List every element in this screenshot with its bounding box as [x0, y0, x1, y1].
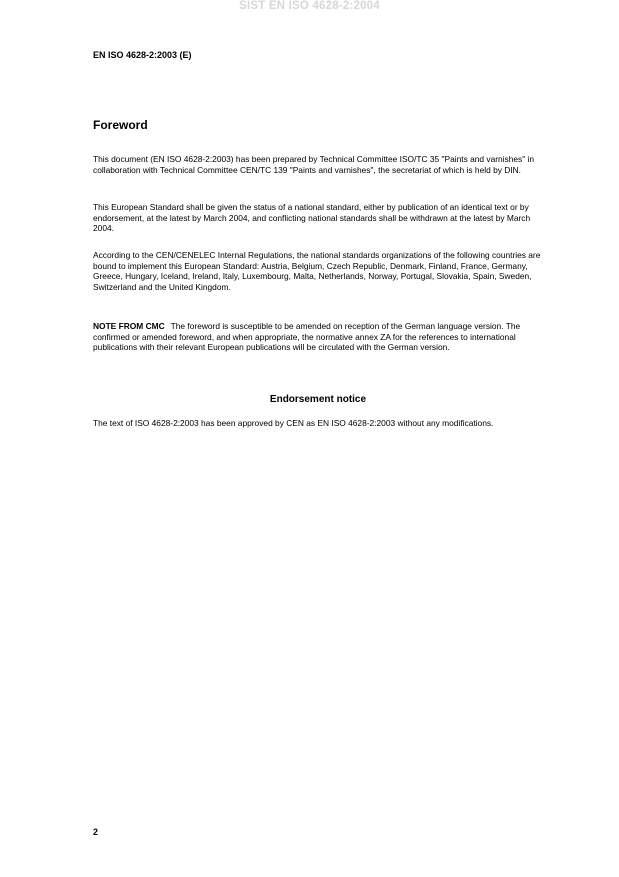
- note-paragraph: [93, 321, 543, 353]
- foreword-paragraph-2: This European Standard shall be given the status of a national standard, either by publication of an identical text or by endorsement, at the latest by March 2004, and conflicting national standards shall be withdrawn at the latest by March 2004.: [93, 202, 531, 234]
- foreword-paragraph-3: According to the CEN/CENELEC Internal Regulations, the national standards organizations of the following countries are bound to implement this European Standard: Austria, Belgium, Czech Republic, Denmark, Finland, France, Germany, Greece, Hungary, Iceland, Ireland, Italy, Luxembourg, Malta, Netherlands, Norway, Portugal, Slovakia, Spain, Sweden, Switzerland and the United Kingdom.: [93, 250, 541, 292]
- endorsement-heading: Endorsement notice: [269, 394, 367, 405]
- watermark: SIST EN ISO 4628-2:2004: [239, 0, 380, 12]
- document-id-header: EN ISO 4628-2:2003 (E): [93, 50, 192, 60]
- endorsement-paragraph: The text of ISO 4628-2:2003 has been approved by CEN as EN ISO 4628-2:2003 without any modifications.: [93, 418, 494, 428]
- foreword-paragraph-1: This document (EN ISO 4628-2:2003) has been prepared by Technical Committee ISO/TC 35 "Paints and varnishes" in collaboration with Technical Committee CEN/TC 139 "Paints and varnishes", the secretariat of which is held by DIN.: [93, 154, 535, 175]
- foreword-heading: Foreword: [93, 118, 148, 132]
- page-number: 2: [93, 827, 99, 837]
- note-label: NOTE FROM CMC: [93, 321, 165, 331]
- note-text: The foreword is susceptible to be amended on reception of the German language version. The confirmed or amended foreword, and when appropriate, the normative annex ZA for the references to international publications with their relevant European publications will be circulated with the German version.: [93, 321, 521, 353]
